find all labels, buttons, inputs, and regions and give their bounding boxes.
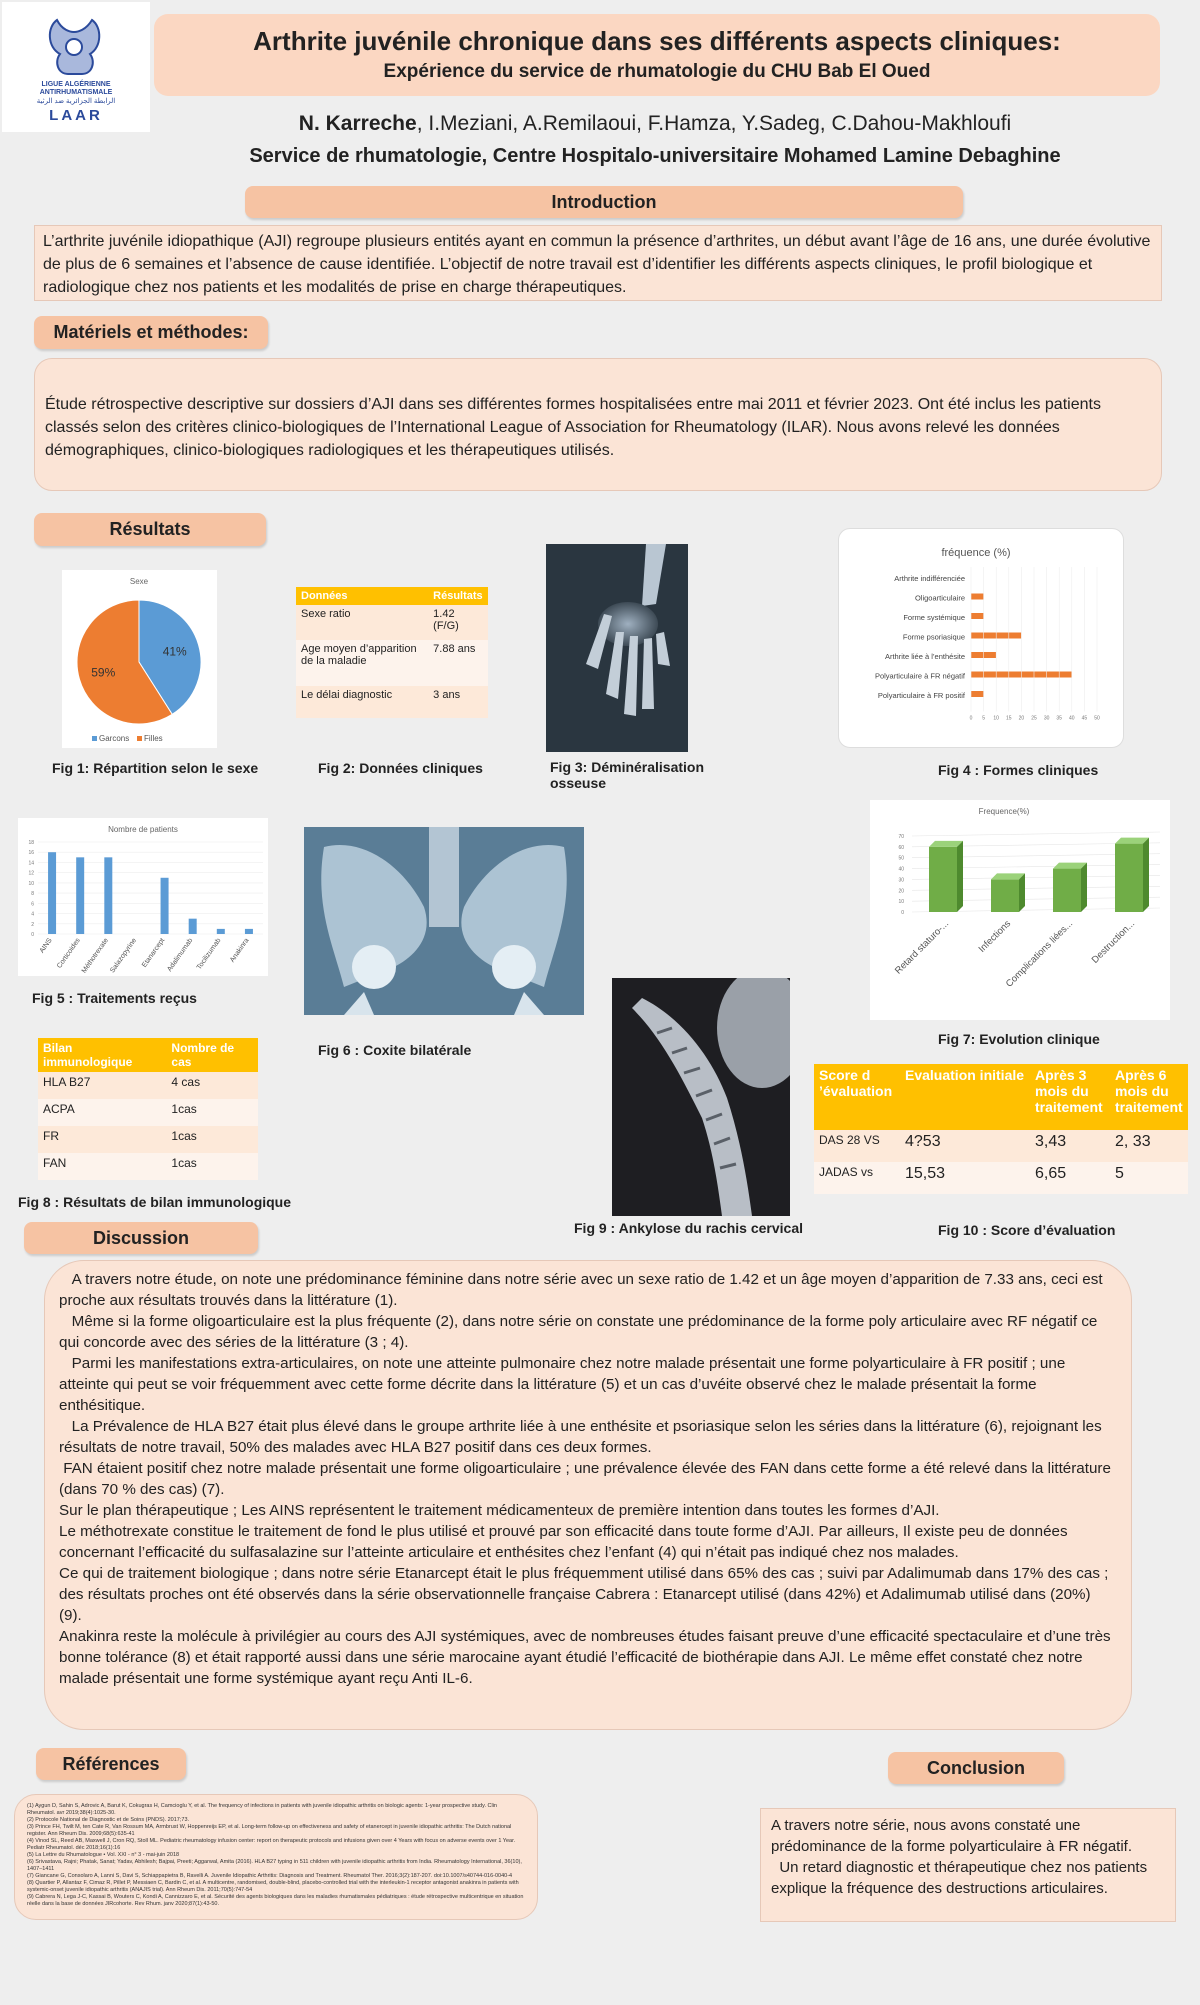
score-header-2: Après 3 mois du traitement	[1035, 1067, 1103, 1115]
fig2-caption: Fig 2: Données cliniques	[318, 760, 483, 776]
treatments-tick-label: 0	[31, 932, 34, 938]
logo-line1: LIGUE ALGÉRIENNE	[41, 81, 111, 88]
forms-tick-label: 30	[1043, 715, 1050, 722]
forms-bar	[971, 594, 984, 600]
clinical-cell: Age moyen d’apparition de la maladie	[301, 643, 417, 667]
evolution-category-label: Retard staturo-...	[892, 918, 952, 977]
treatments-tick-label: 12	[28, 870, 34, 877]
section-results: Résultats	[34, 513, 266, 546]
immuno-cell: 1cas	[171, 1129, 197, 1143]
section-discussion: Discussion	[24, 1222, 258, 1254]
discussion-paragraph: Anakinra reste la molécule à privilégier au cours des AJI systémiques, avec de nombreuses études faisant preuve d’une efficacité spectaculaire et d’une très bonne tolérance (8) et était rapporté aussi dans une série marocaine ayant étudié l’efficacité de biothérapie dans AJI. Le même effet constaté chez notre malade présentait une forme systémique ayant reçu Anti IL-6.	[59, 1628, 1115, 1687]
clinical-cell: Le délai diagnostic	[301, 689, 393, 701]
forms-tick-label: 25	[1031, 715, 1037, 722]
logo-acronym: LAAR	[49, 107, 103, 124]
authors	[150, 112, 1160, 136]
legend-swatch	[137, 736, 142, 741]
legend-label: Filles	[144, 734, 163, 743]
poster-subtitle: Expérience du service de rhumatologie du CHU Bab El Oued	[383, 61, 931, 82]
forms-category-label: Polyarticulaire à FR négatif	[874, 671, 965, 681]
treatments-chart-title: Nombre de patients	[108, 825, 178, 834]
treatments-tick-label: 6	[31, 901, 34, 908]
evolution-category-label: Infections	[976, 918, 1014, 955]
cervical-xray-graphic	[612, 978, 790, 1216]
immuno-table	[38, 1038, 258, 1180]
evolution-tick-label: 10	[898, 899, 904, 906]
score-header-3: Après 6 mois du traitement	[1115, 1067, 1183, 1115]
evolution-gridline	[912, 832, 1160, 836]
evolution-category-label: Destruction...	[1089, 918, 1138, 966]
treatments-bar	[245, 929, 253, 934]
evolution-tick-label: 20	[898, 888, 904, 895]
score-cell: 15,53	[905, 1165, 946, 1182]
discussion-paragraph: Parmi les manifestations extra-articulaires, on note une atteinte pulmonaire chez notre malade présentait une forme polyarticulaire à FR positif ; une atteinte qui peut se voir fréquemment avec cette forme décrite dans la littérature (5) et un cas d’uvéite observé chez le malade présentait la forme enthésitique.	[59, 1355, 1070, 1414]
fig5-caption: Fig 5 : Traitements reçus	[32, 990, 197, 1006]
forms-category-label: Forme systémique	[903, 613, 965, 622]
forms-category-label: Oligoarticulaire	[914, 593, 965, 603]
forms-tick-label: 45	[1081, 715, 1088, 722]
fig4-caption: Fig 4 : Formes cliniques	[938, 762, 1099, 778]
treatments-tick-label: 2	[31, 921, 34, 928]
treatments-bar	[189, 919, 197, 934]
reference-item: (1) Aygun D, Sahin S, Adrovic A, Barut K, Cokugras H, Camcioglu Y, et al. The frequency of infections in patients with juvenile idiopathic arthritis on biologic agents: 1-year prospective study. Clin Rheumatol. avr 2019;38(4):1025-30.	[27, 1803, 497, 1816]
pie-value-label: 41%	[162, 644, 187, 659]
section-methods: Matériels et méthodes:	[34, 316, 268, 349]
discussion-paragraph: A travers notre étude, on note une prédominance féminine dans notre série avec un sexe ratio de 1.42 et un âge moyen d’apparition de 7.33 ans, ceci est proche aux résultats trouvés dans la littérature (1).	[59, 1271, 1107, 1309]
immuno-cell: HLA B27	[43, 1075, 91, 1089]
hand-xray-image	[546, 544, 688, 752]
forms-bar	[971, 691, 984, 697]
treatments-tick-label: 10	[28, 880, 34, 887]
forms-category-label: Arthrite indifférenciée	[894, 574, 965, 583]
references-list	[14, 1794, 538, 1920]
immuno-cell: 1cas	[171, 1156, 197, 1170]
hand-xray-graphic	[546, 544, 688, 752]
clinical-cell: 3 ans	[433, 689, 461, 701]
treatments-bar	[161, 878, 169, 934]
forms-chart-title: fréquence (%)	[941, 547, 1011, 559]
clinical-cell: 1.42 (F/G)	[433, 608, 459, 632]
treatments-svg	[18, 818, 268, 976]
lead-author: N. Karreche	[298, 112, 417, 135]
treatments-tick-label: 8	[31, 891, 34, 898]
pelvis-xray-image	[304, 827, 584, 1015]
immuno-header-0: Bilan immunologique	[43, 1041, 133, 1069]
reference-item: (3) Prince FH, Twilt M, ten Cate R, Van Rossum MA, Armbrust W, Hoppenreijs EP, et al. Long-term follow-up on effectiveness and safety of etanercept in juvenile idiopathic arthritis: The Dutch national register. Ann Rheum Dis. 2009;68(5):635-41	[27, 1824, 512, 1837]
reference-item: (7) Giancane G, Consolaro A, Lanni S, Davi S, Schiappapietra B, Ravelli A. Juvenile Idiopathic Arthritis: Diagnosis and Treatment. Rheumatol Ther. 2016;3(2):187-207. doi:10.1007/s40744-016-0040-4	[27, 1873, 513, 1879]
treatments-category-label: AINS	[38, 937, 54, 955]
treatments-chart	[18, 818, 268, 976]
evolution-bar	[929, 847, 957, 912]
treatments-tick-label: 18	[28, 840, 34, 846]
reference-item: (8) Quartier P, Allantaz F, Cimaz R, Pillet P, Messiaen C, Bardin C, et al. A multicentre, randomised, double-blind, placebo-controlled trial with the interleukin-1 receptor antagonist anakinra in patients with systemic-onset juvenile idiopathic arthritis (ANAJIS trial). Ann Rheum Dis. 2011;70(5):747-54	[27, 1880, 519, 1893]
immuno-cell: 1cas	[171, 1102, 197, 1116]
immuno-cell: FR	[43, 1129, 59, 1143]
treatments-tick-label: 14	[28, 860, 34, 867]
discussion-box	[44, 1260, 1132, 1730]
evolution-bar	[1053, 869, 1081, 912]
discussion-paragraph: Même si la forme oligoarticulaire est la plus fréquente (2), dans notre série on constate une prédominance de la forme poly articulaire avec RF négatif ce qui concorde avec des séries de la littérature (3 ; 4).	[59, 1313, 1102, 1351]
score-cell: 6,65	[1035, 1165, 1067, 1182]
forms-tick-label: 0	[969, 715, 973, 722]
immuno-cell: FAN	[43, 1156, 67, 1170]
reference-item: (2) Protocole National de Diagnostic et de Soins (PNDS). 2017;73.	[27, 1817, 190, 1823]
immuno-cell: 4 cas	[171, 1075, 201, 1089]
clinical-forms-chart	[838, 528, 1124, 748]
score-header-0: Score d ’évaluation	[819, 1067, 893, 1099]
discussion-paragraph: FAN étaient positif chez notre malade présentait une forme oligoarticulaire ; une prévalence élevée des FAN dans cette forme a été relevé dans la littérature (dans 70 % des cas) (7).	[59, 1460, 1116, 1498]
score-cell: 5	[1115, 1165, 1124, 1182]
forms-category-label: Forme psoriasique	[902, 632, 965, 642]
treatments-category-label: Adalimumab	[166, 937, 195, 974]
evolution-tick-label: 70	[898, 834, 904, 840]
evolution-tick-label: 60	[898, 844, 904, 851]
evolution-bar-side	[1143, 838, 1149, 912]
evolution-tick-label: 0	[901, 910, 904, 916]
fig3-caption: Fig 3: Déminéralisation osseuse	[550, 759, 705, 791]
reference-item: (6) Srivastava, Rajni; Phatak, Sanat; Yadav, Abhilesh; Bajpai, Preeti; Aggarwal, Amita (2016). HLA B27 typing in 511 children with juvenile idiopathic arthritis from India. Rheumatology International, 36(10), 1407–1411	[27, 1859, 522, 1872]
methods-text: Étude rétrospective descriptive sur dossiers d’AJI dans ses différentes formes hospitalisées entre mai 2011 et février 2023. Ont été inclus les patients classés selon des critères clinico-biologiques de l’International League of Association for Rheumatology (ILAR). Nous avons relevé les données démographiques, clinico-biologiques radiologiques et les thérapeutiques utilisés.	[34, 358, 1162, 491]
discussion-paragraph: Le méthotrexate constitue le traitement de fond le plus utilisé et prouvé par son efficacité dans toute forme d’AJI. Par ailleurs, Il existe peu de données concernant l’efficacité du sulfasalazine sur l’atteinte articulaire et enthésites chez l’enfant (4) qui n’était pas indiqué chez nos malades.	[59, 1523, 1072, 1561]
score-cell: 3,43	[1035, 1133, 1067, 1150]
score-cell: JADAS vs	[819, 1165, 874, 1179]
treatments-category-label: Corticoides	[56, 937, 82, 970]
evolution-tick-label: 40	[898, 866, 904, 873]
evolution-bar-top	[1053, 863, 1087, 869]
legend-swatch	[92, 736, 97, 741]
clinical-data-table	[296, 587, 488, 718]
affiliation: Service de rhumatologie, Centre Hospitalo-universitaire Mohamed Lamine Debaghine	[249, 145, 1061, 167]
clinical-cell: Sexe ratio	[301, 608, 351, 620]
pelvis-xray-graphic	[304, 827, 584, 1015]
treatments-tick-label: 4	[31, 911, 34, 918]
treatments-bar	[104, 857, 112, 934]
treatments-category-label: Etanarcept	[141, 937, 167, 969]
legend-label: Garcons	[99, 734, 130, 743]
evolution-bar-side	[1019, 873, 1025, 912]
fig6-caption: Fig 6 : Coxite bilatérale	[318, 1042, 472, 1058]
laar-logo	[2, 2, 150, 132]
treatments-category-label: Tocilizumab	[195, 937, 223, 972]
forms-category-label: Polyarticulaire à FR positif	[877, 691, 965, 700]
cervical-xray-image	[612, 978, 790, 1216]
co-authors: , I.Meziani, A.Remilaoui, F.Hamza, Y.Sadeg, C.Dahou-Makhloufi	[416, 112, 1012, 135]
evolution-bar-side	[1081, 863, 1087, 912]
immuno-header-1: Nombre de cas	[171, 1041, 235, 1069]
immuno-cell: ACPA	[43, 1102, 75, 1116]
introduction-text: L’arthrite juvénile idiopathique (AJI) regroupe plusieurs entités ayant en commun la présence d’arthrites, un début avant l’âge de 16 ans, une durée évolutive de plus de 6 semaines et l’absence de cause identifiée. L’objectif de notre travail est d’identifier les différents aspects cliniques, le profil biologique et radiologique chez nos patients et les modalités de prise en charge thérapeutiques.	[34, 225, 1162, 301]
sex-pie-chart	[62, 570, 217, 748]
reference-item: (4) Vinod SL, Reed AB, Maxwell J, Cron RQ, Stoll ML. Pediatric rheumatology infusion center: report on therapeutic protocols and infusions given over 4 Years with focus on adverse events over 1 Year. Pediatr Rheumatol. déc 2018;16(1):16	[27, 1838, 516, 1851]
fig8-caption: Fig 8 : Résultats de bilan immunologique	[18, 1194, 292, 1210]
section-introduction: Introduction	[245, 186, 963, 218]
discussion-paragraph: La Prévalence de HLA B27 était plus élevé dans le groupe arthrite liée à une enthésite et psoriasique selon les séries dans la littérature (6), rejoignant les résultats de notre travail, 50% des malades avec HLA B27 positif dans ces deux formes.	[59, 1418, 1106, 1456]
evolution-bar-side	[957, 841, 963, 912]
forms-tick-label: 40	[1069, 715, 1075, 722]
sex-pie-svg	[62, 570, 217, 748]
discussion-paragraph: Ce qui de traitement biologique ; dans notre série Etanarcept était le plus fréquemment utilisé dans 65% des cas ; suivi par Adalimumab dans 17% des cas ; des résultats proches ont été observés dans la série observationnelle française Cabrera : Etanarcept utilisé (dans 42%) et Adalimumab utilisé dans (20%) (9).	[59, 1565, 1113, 1624]
score-cell: DAS 28 VS	[819, 1133, 880, 1147]
discussion-paragraph: Sur le plan thérapeutique ; Les AINS représentent le traitement médicamenteux de première intention dans toutes les formes d’AJI.	[59, 1502, 940, 1519]
evolution-bar-top	[1115, 838, 1149, 844]
fig9-caption: Fig 9 : Ankylose du rachis cervical	[574, 1220, 804, 1236]
fig1-caption: Fig 1: Répartition selon le sexe	[52, 760, 259, 776]
forms-bar	[971, 613, 984, 619]
poster-title: Arthrite juvénile chronique dans ses différents aspects cliniques:	[253, 26, 1061, 56]
fig7-caption: Fig 7: Evolution clinique	[938, 1031, 1100, 1047]
section-conclusion: Conclusion	[888, 1752, 1064, 1784]
treatments-tick-label: 16	[28, 850, 34, 857]
fig10-caption: Fig 10 : Score d’évaluation	[938, 1222, 1116, 1238]
clinical-forms-svg	[839, 529, 1125, 749]
clinical-header-1: Résultats	[433, 590, 483, 602]
treatments-category-label: Méthotrexate	[80, 937, 110, 975]
pie-title: Sexe	[129, 577, 149, 586]
treatments-category-label: Salazopyrine	[109, 937, 139, 975]
evolution-chart	[870, 800, 1170, 1020]
clinical-cell: 7.88 ans	[433, 643, 476, 655]
evolution-chart-title: Frequence(%)	[978, 807, 1030, 816]
evolution-tick-label: 30	[898, 877, 904, 884]
forms-category-label: Arthrite liée à l’enthésite	[884, 652, 965, 661]
poster-header	[154, 14, 1160, 96]
logo-line3: الرابطة الجزائرية ضد الرثية	[36, 98, 116, 105]
forms-tick-label: 50	[1094, 715, 1100, 722]
reference-item: (9) Cabrera N, Lega J-C, Kassai B, Wouters C, Kondi A, Cannizzaro E, et al. Sécurité des agents biologiques dans les maladies rhumatismales pédiatriques : étude rétrospective multicentrique en situation réelle dans la base de données JIRcohorte. Rev Rhum. janv 2020;87(1):43-50.	[27, 1894, 524, 1907]
score-header-1: Evaluation initiale	[905, 1067, 1025, 1083]
evolution-bar	[991, 879, 1019, 912]
forms-tick-label: 20	[1018, 715, 1025, 722]
treatments-bar	[217, 929, 225, 934]
evolution-tick-label: 50	[898, 855, 904, 862]
forms-tick-label: 35	[1056, 715, 1062, 722]
pie-value-label: 59%	[91, 665, 116, 680]
score-cell: 2, 33	[1115, 1133, 1151, 1150]
forms-tick-label: 15	[1006, 715, 1012, 722]
section-references: Références	[36, 1748, 186, 1780]
treatments-bar	[48, 852, 56, 934]
evolution-bar	[1115, 844, 1143, 912]
evolution-category-label: Complications liées...	[1003, 918, 1076, 990]
treatments-category-label: Anakinra	[228, 937, 251, 964]
logo-line2: ANTIRHUMATISMALE	[39, 89, 113, 96]
laar-logo-graphic	[2, 2, 150, 132]
conclusion-text: A travers notre série, nous avons constaté une prédominance de la forme polyarticulaire à FR négatif. Un retard diagnostic et thérapeutique chez nos patients explique la fréquence des destructions articulaires.	[760, 1808, 1176, 1922]
forms-tick-label: 10	[993, 715, 999, 722]
score-table	[814, 1064, 1188, 1194]
treatments-bar	[76, 857, 84, 934]
forms-tick-label: 5	[982, 715, 985, 722]
reference-item: (5) La Lettre du Rhumatologue • Vol. XXI - n° 3 - mai-juin 2018	[27, 1852, 180, 1858]
clinical-header-0: Données	[301, 590, 348, 602]
evolution-bar-top	[929, 841, 963, 847]
evolution-svg	[870, 800, 1170, 1020]
score-cell: 4?53	[905, 1133, 941, 1150]
